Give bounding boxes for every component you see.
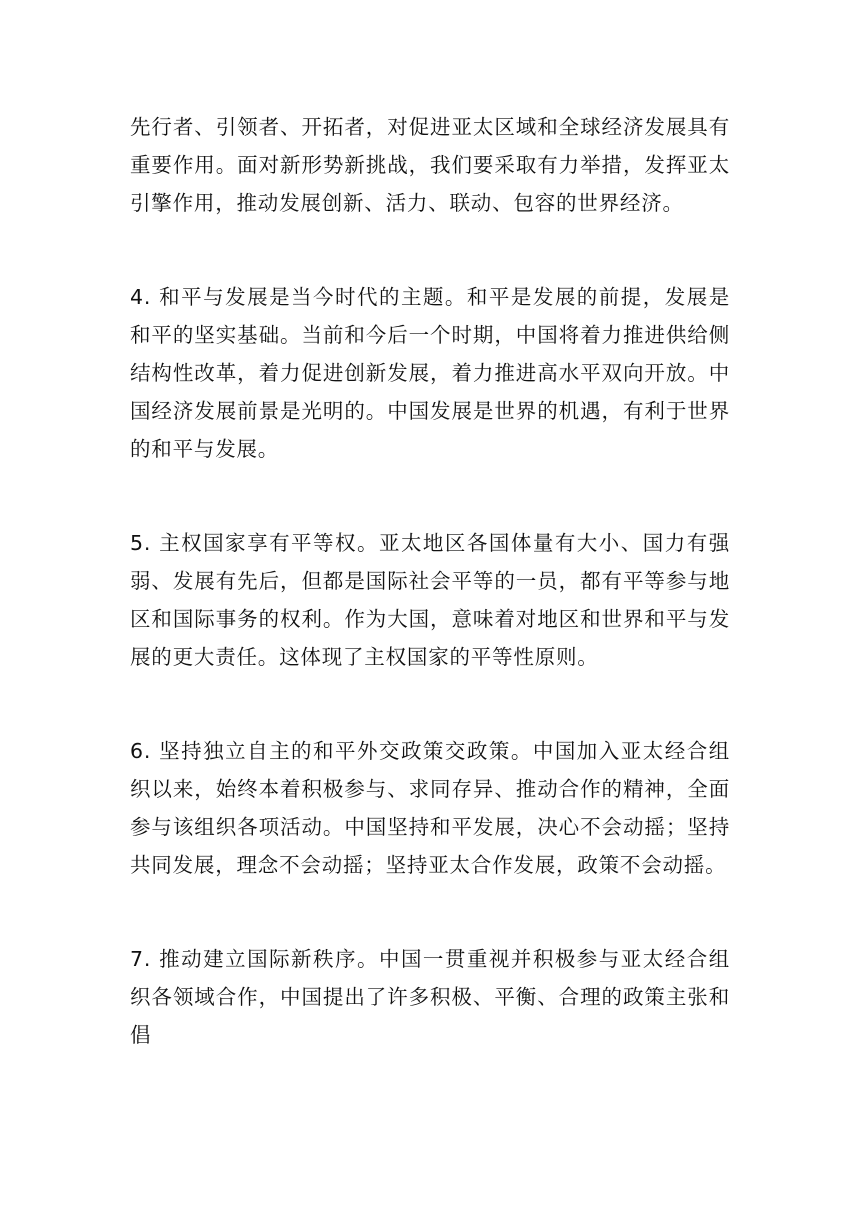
paragraph-item-4: 4. 和平与发展是当今时代的主题。和平是发展的前提，发展是和平的坚实基础。当前和今后一个时期，中国将着力推进供给侧结构性改革，着力促进创新发展，着力推进高水平双向开放。中国经济发展前景是光明的。中国发展是世界的机遇，有利于世界的和平与发展。 xyxy=(130,285,730,461)
paragraph-continuation: 先行者、引领者、开拓者，对促进亚太区域和全球经济发展具有重要作用。面对新形势新挑战，我们要采取有力举措，发挥亚太引擎作用，推动发展创新、活力、联动、包容的世界经济。 xyxy=(130,115,730,215)
paragraph-item-6: 6. 坚持独立自主的和平外交政策交政策。中国加入亚太经合组织以来，始终本着积极参与、求同存异、推动合作的精神，全面参与该组织各项活动。中国坚持和平发展，决心不会动摇；坚持共同发展，理念不会动摇；坚持亚太合作发展，政策不会动摇。 xyxy=(130,739,730,877)
paragraph-item-5: 5. 主权国家享有平等权。亚太地区各国体量有大小、国力有强弱、发展有先后，但都是国际社会平等的一员，都有平等参与地区和国际事务的权利。作为大国，意味着对地区和世界和平与发展的更大责任。这体现了主权国家的平等性原则。 xyxy=(130,531,730,669)
document-page xyxy=(130,108,730,1054)
paragraph-item-7: 7. 推动建立国际新秩序。中国一贯重视并积极参与亚太经合组织各领域合作，中国提出了许多积极、平衡、合理的政策主张和倡 xyxy=(130,947,730,1047)
